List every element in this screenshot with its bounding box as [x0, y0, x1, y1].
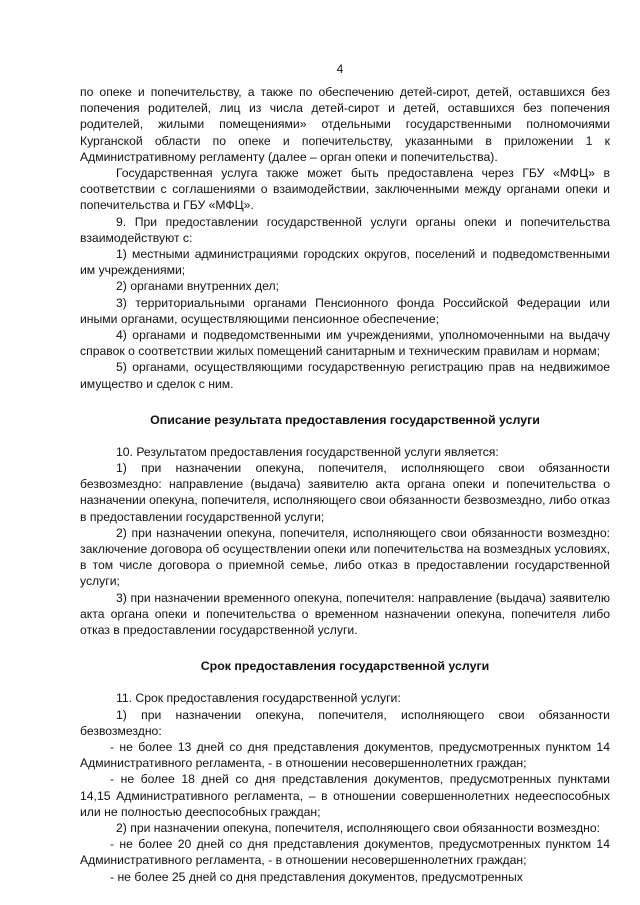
- section-heading-result: Описание результата предоставления государственной услуги: [150, 412, 540, 427]
- page-number: 4: [336, 62, 344, 76]
- paragraph: 5) органами, осуществляющими государственную регистрацию прав на недвижимое имущество и сделок с ним.: [80, 360, 610, 391]
- paragraph: 2) при назначении опекуна, попечителя, исполняющего свои обязанности возмездно: заключение договора об осуществлении опеки или попечительства на возмездных условиях, в том числе договора о приемной семье, либо отказ в предоставлении государственной услуги;: [80, 525, 610, 589]
- document-body: [80, 84, 610, 885]
- paragraph: Государственная услуга также может быть предоставлена через ГБУ «МФЦ» в соответствии с соглашениями о взаимодействии, заключенными между органами опеки и попечительства и ГБУ «МФЦ».: [80, 166, 610, 213]
- paragraph: - не более 20 дней со дня представления документов, предусмотренных пунктом 14 Административного регламента, - в отношении несовершеннолетних граждан;: [80, 837, 610, 868]
- paragraph: 2) при назначении опекуна, попечителя, исполняющего свои обязанности возмездно:: [116, 820, 601, 835]
- paragraph: 10. Результатом предоставления государственной услуги является:: [116, 444, 499, 459]
- paragraph: 1) при назначении опекуна, попечителя, исполняющего свои обязанности безвозмездно:: [80, 707, 610, 738]
- paragraph: - не более 25 дней со дня представления документов, предусмотренных: [110, 869, 523, 884]
- paragraph: 1) при назначении опекуна, попечителя, исполняющего свои обязанности безвозмездно: направление (выдача) заявителю акта органа опеки и попечительства о назначении опекуна, попечителя, исполняющего свои обязанности безвозмездно, либо отказ в предоставлении государственной услуги;: [80, 461, 610, 524]
- paragraph: 9. При предоставлении государственной услуги органы опеки и попечительства взаимодействуют с:: [80, 214, 610, 245]
- paragraph: 2) органами внутренних дел;: [116, 279, 279, 294]
- paragraph: 1) местными администрациями городских округов, поселений и подведомственными им учреждениями;: [80, 247, 610, 278]
- paragraph: 11. Срок предоставления государственной услуги:: [116, 691, 401, 706]
- paragraph: по опеке и попечительству, а также по обеспечению детей-сирот, детей, оставшихся без попечения родителей, лиц из числа детей-сирот и детей, оставшихся без попечения родителей, жилыми помещениями» отдельными государственными полномочиями Курганской области по опеке и попечительству, указанными в приложении 1 к Административному регламенту (далее – орган опеки и попечительства).: [80, 85, 610, 164]
- paragraph: 3) территориальными органами Пенсионного фонда Российской Федерации или иными органами, осуществляющими пенсионное обеспечение;: [80, 295, 610, 326]
- paragraph: - не более 18 дней со дня представления документов, предусмотренных пунктами 14,15 Административного регламента, – в отношении совершеннолетних недееспособных или не полностью дееспособных граждан;: [80, 772, 610, 819]
- paragraph: 3) при назначении временного опекуна, попечителя: направление (выдача) заявителю акта органа опеки и попечительства о временном назначении опекуна, попечителя либо отказ в предоставлении государственной услуги.: [80, 590, 610, 638]
- paragraph: - не более 13 дней со дня представления документов, предусмотренных пунктом 14 Административного регламента, - в отношении несовершеннолетних граждан;: [80, 739, 610, 771]
- paragraph: 4) органами и подведомственными им учреждениями, уполномоченными на выдачу справок о соответствии жилых помещений санитарным и техническим правилам и нормам;: [80, 328, 610, 359]
- section-heading-term: Срок предоставления государственной услуги: [200, 659, 490, 674]
